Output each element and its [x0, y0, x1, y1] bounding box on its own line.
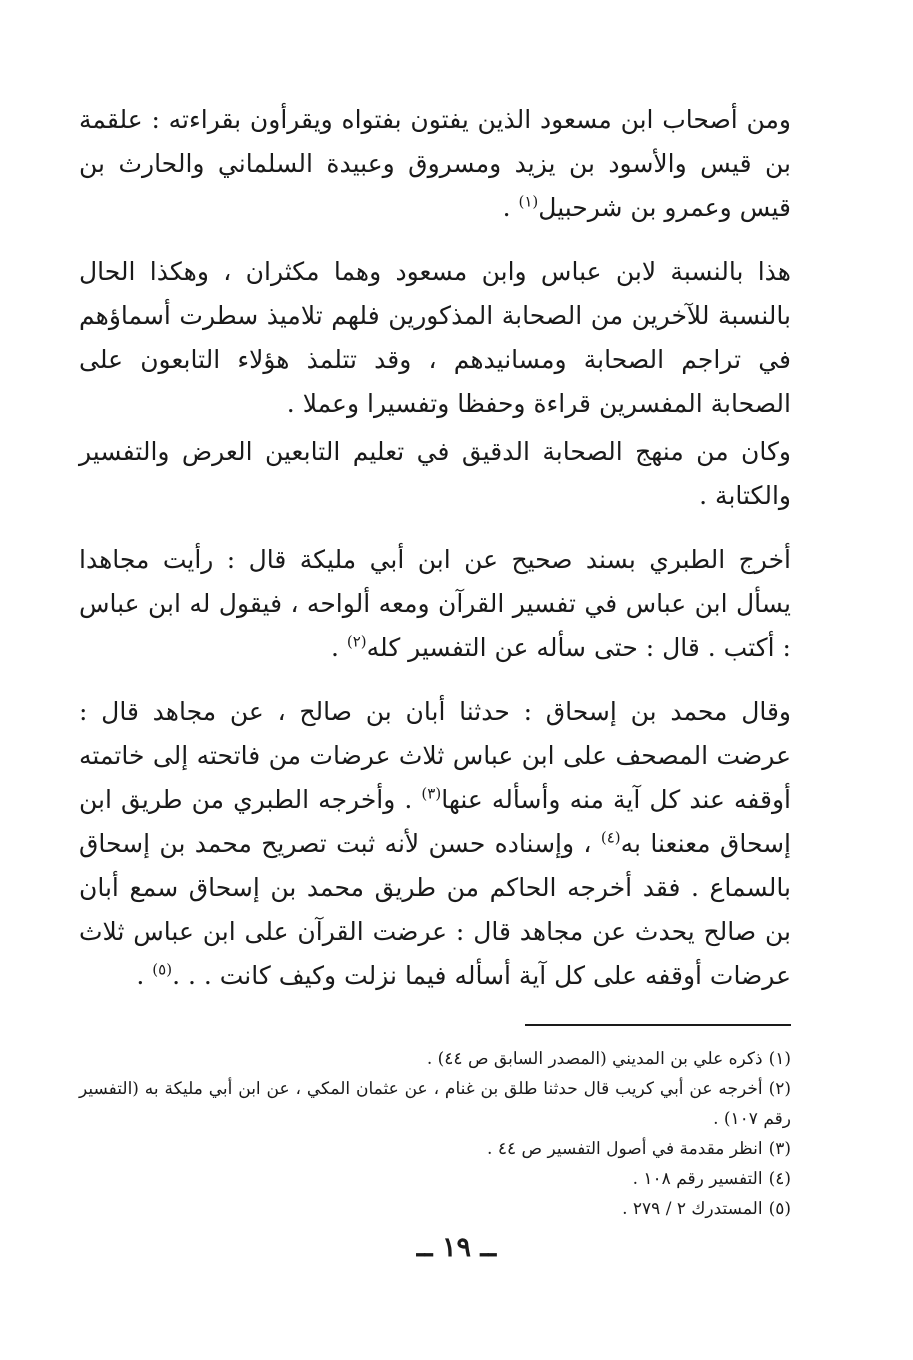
footnote-number: (٢) [768, 1079, 791, 1099]
footnote-divider [525, 1024, 791, 1026]
paragraph-text: أخرج الطبري بسند صحيح عن ابن أبي مليكة قال : رأيت مجاهدا يسأل ابن عباس في تفسير القرآن ومعه ألواحه ، فيقول له ابن عباس : أكتب . قال : حتى سأله عن التفسير كله [79, 545, 791, 662]
page-number: ــ ١٩ ــ [416, 1232, 497, 1263]
footnote-text: المستدرك ٢ / ٢٧٩ . [622, 1199, 763, 1219]
footnote-number: (١) [768, 1049, 791, 1069]
paragraph [79, 690, 791, 998]
footnote-reference: (١) [518, 192, 539, 211]
footnote-text: أخرجه عن أبي كريب قال حدثنا طلق بن غنام ، عن عثمان المكي ، عن ابن أبي مليكة به (التفسير رقم ١٠٧) . [79, 1079, 791, 1129]
footnote [79, 1134, 791, 1164]
paragraph [79, 538, 791, 670]
paragraph-text: وقال محمد بن إسحاق : حدثنا أبان بن صالح ، عن مجاهد قال : عرضت المصحف على ابن عباس ثلاث عرضات من فاتحته إلى خاتمته أوقفه عند كل آية منه وأسأله عنها [79, 697, 791, 814]
paragraph-text: . [502, 193, 519, 222]
paragraph-text: . [330, 633, 347, 662]
paragraph [79, 430, 791, 518]
footnote-number: (٤) [768, 1169, 791, 1189]
paragraph [79, 98, 791, 230]
page-body [79, 78, 791, 1224]
footnote [79, 1194, 791, 1224]
paragraph-text: . [136, 961, 153, 990]
footnote-text: انظر مقدمة في أصول التفسير ص ٤٤ . [487, 1139, 763, 1159]
paragraph-text: . وأخرجه الطبري من طريق ابن إسحاق معنعنا به [79, 785, 791, 858]
paragraph-text: ، وإسناده حسن لأنه ثبت تصريح محمد بن إسحاق بالسماع . فقد أخرجه الحاكم من طريق محمد بن إسحاق سمع أبان بن صالح يحدث عن مجاهد قال : عرضت القرآن على ابن عباس ثلاث عرضات أوقفه على كل آية أسأله فيما نزلت وكيف كانت . . . [79, 829, 791, 990]
paragraph-text: ومن أصحاب ابن مسعود الذين يفتون بفتواه ويقرأون بقراءته : علقمة بن قيس والأسود بن يزيد ومسروق وعبيدة السلماني والحارث بن قيس وعمرو بن شرحبيل [79, 105, 791, 222]
footnote-number: (٥) [768, 1199, 791, 1219]
main-text [79, 98, 791, 998]
footnote-reference: (٥) [152, 960, 173, 979]
footnote [79, 1164, 791, 1194]
footnote-text: التفسير رقم ١٠٨ . [632, 1169, 763, 1189]
footnote [79, 1074, 791, 1134]
footnote-reference: (٤) [600, 828, 621, 847]
paragraph [79, 250, 791, 426]
footnote-number: (٣) [768, 1139, 791, 1159]
footnote-reference: (٣) [421, 784, 442, 803]
paragraph-text: وكان من منهج الصحابة الدقيق في تعليم التابعين العرض والتفسير والكتابة . [79, 437, 791, 510]
footnotes [79, 1044, 791, 1224]
paragraph-text: هذا بالنسبة لابن عباس وابن مسعود وهما مكثران ، وهكذا الحال بالنسبة للآخرين من الصحابة المذكورين فلهم تلاميذ سطرت أسماؤهم في تراجم الصحابة ومسانيدهم ، وقد تتلمذ هؤلاء التابعون على الصحابة المفسرين قراءة وحفظا وتفسيرا وعملا . [79, 257, 791, 418]
footnote [79, 1044, 791, 1074]
footnote-reference: (٢) [346, 632, 367, 651]
footnote-text: ذكره علي بن المديني (المصدر السابق ص ٤٤) . [426, 1049, 763, 1069]
